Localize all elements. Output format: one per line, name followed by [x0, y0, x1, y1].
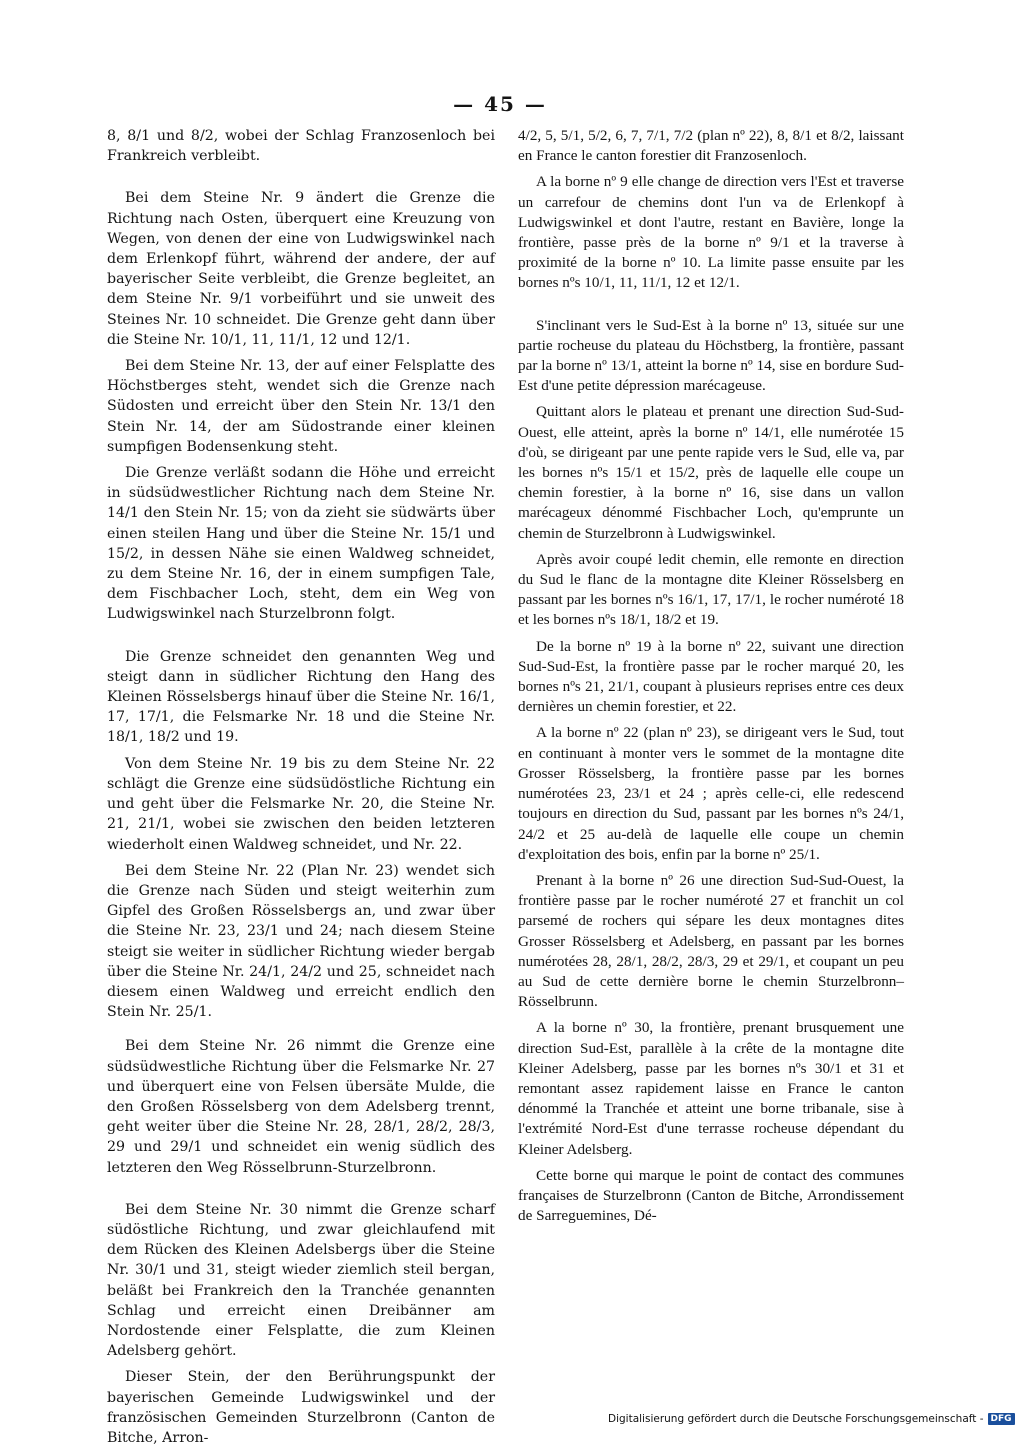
- german-paragraph: Dieser Stein, der den Berührungspunkt der bayerischen Gemeinde Ludwigswinkel und der französischen Gemeinden Sturzelbronn (Canton de Bitche, Arron-: [107, 1369, 495, 1446]
- german-paragraph: Bei dem Steine Nr. 22 (Plan Nr. 23) wendet sich die Grenze nach Süden und steigt weiterhin zum Gipfel des Großen Rösselsbergs an, und zwar über die Steine Nr. 23, 23/1 und 24; nach diesem Steine steigt sie weiter in südlicher Richtung wieder bergab über die Steine Nr. 24/1, 24/2 und 25, schneidet nach diesem einen Waldweg und erreicht endlich den Stein Nr. 25/1.: [107, 862, 495, 1021]
- german-paragraph: Die Grenze schneidet den genannten Weg und steigt dann in südlicher Richtung den Hang des Kleinen Rösselsbergs hinauf über die Steine Nr. 16/1, 17, 17/1, die Felsmarke Nr. 18 und die Steine Nr. 18/1, 18/2 und 19.: [107, 648, 495, 746]
- german-paragraph: Bei dem Steine Nr. 26 nimmt die Grenze eine südsüdwestliche Richtung über die Felsmarke Nr. 27 und überquert eine von Felsen übersäte Mulde, die den Großen Rösselsberg von dem Adelsberg trennt, geht weiter über die Steine Nr. 28, 28/1, 28/2, 28/3, 29 und 29/1 und schneidet ein wenig südlich des letzteren den Weg Rösselbrunn-Sturzelbronn.: [107, 1038, 495, 1176]
- french-column: [518, 126, 904, 1232]
- french-paragraph: A la borne nº 22 (plan nº 23), se dirigeant vers le Sud, tout en continuant à monter vers le sommet de la montagne dite Grosser Rösselsberg, la frontière passe par les bornes numérotées 23, 23/1 et 24 ; après celle-ci, elle redescend toujours en direction du Sud, passant par les bornes nºs 24/1, 24/2 et 25 au-delà de laquelle elle coupe un chemin d'exploitation des bois, enfin par la borne nº 25/1.: [518, 724, 904, 863]
- french-paragraph: S'inclinant vers le Sud-Est à la borne nº 13, située sur une partie rocheuse du plateau du Höchstberg, la frontière, passant par la borne nº 13/1, atteint la borne nº 14, sise en bordure Sud-Est d'une petite dépression marécageuse.: [518, 316, 904, 395]
- french-paragraph: Quittant alors le plateau et prenant une direction Sud-Sud-Ouest, elle atteint, après la borne nº 14/1, elle numérotée 15 d'où, se dirigeant par une pente rapide vers le Sud, elle va, par les bornes nºs 15/1 et 15/2, près de laquelle elle coupe un chemin forestier, à la borne nº 16, sise dans un vallon marécageux dénommé Fischbacher Loch, qu'emprunte un chemin de Sturzelbronn à Ludwigswinkel.: [518, 403, 904, 542]
- german-paragraph: Von dem Steine Nr. 19 bis zu dem Steine Nr. 22 schlägt die Grenze eine südsüdöstliche Richtung ein und geht über die Felsmarke Nr. 20, die Steine Nr. 21, 21/1, wobei sie zwischen den beiden letzteren wiederholt einen Waldweg schneidet, und Nr. 22.: [107, 755, 495, 853]
- page-number: — 45 —: [453, 92, 547, 116]
- digitization-footer: [608, 1413, 1015, 1425]
- french-paragraph: Prenant à la borne nº 26 une direction Sud-Sud-Ouest, la frontière passe par le rocher numéroté 27 et franchit un col parsemé de rochers qui sépare les deux montagnes dites Grosser Rösselsberg et Adelsberg, en passant par les bornes numérotées 28, 28/1, 28/2, 28/3, 29 et 29/1, et coupant un peu au Sud de cette dernière borne le chemin Sturzelbronn–Rösselbrunn.: [518, 871, 904, 1011]
- german-column: [107, 126, 495, 1454]
- french-paragraph: A la borne nº 30, la frontière, prenant brusquement une direction Sud-Est, parallèle à la crête de la montagne dite Kleiner Adelsberg, passe par les bornes nºs 30/1 et 31 et remontant assez rapidement laisse en France le canton dénommé la Tranchée et atteint une borne tribanale, sise à l'extrémité Nord-Est d'une terrasse rocheuse dépendant du Kleiner Adelsberg.: [518, 1019, 904, 1158]
- german-paragraph: Bei dem Steine Nr. 9 ändert die Grenze die Richtung nach Osten, überquert eine Kreuzung von Wegen, von denen der eine von Ludwigswinkel nach dem Erlenkopf führt, während der andere, der auf bayerischer Seite verbleibt, die Grenze begleitet, an dem Steine Nr. 9/1 vorbeiführt und sie unweit des Steines Nr. 10 schneidet. Die Grenze geht dann über die Steine Nr. 10/1, 11, 11/1, 12 und 12/1.: [107, 190, 495, 348]
- footer-text: Digitalisierung gefördert durch die Deutsche Forschungsgemeinschaft -: [608, 1413, 984, 1425]
- french-paragraph: 4/2, 5, 5/1, 5/2, 6, 7, 7/1, 7/2 (plan nº 22), 8, 8/1 et 8/2, laissant en France le canton forestier dit Franzosenloch.: [518, 127, 904, 165]
- french-paragraph: Après avoir coupé ledit chemin, elle remonte en direction du Sud le flanc de la montagne dite Kleiner Rösselsberg en passant par les bornes nºs 16/1, 17, 17/1, le rocher numéroté 18 et les bornes nºs 18/1, 18/2 et 19.: [518, 550, 904, 629]
- french-paragraph: Cette borne qui marque le point de contact des communes françaises de Sturzelbronn (Canton de Bitche, Arrondissement de Sarreguemines, Dé-: [518, 1166, 904, 1225]
- french-paragraph: De la borne nº 19 à la borne nº 22, suivant une direction Sud-Sud-Est, la frontière passe par le rocher marqué 20, les bornes nºs 21, 21/1, coupant à plusieurs reprises entre ces deux dernières un chemin forestier, et 22.: [518, 637, 904, 716]
- dfg-logo-icon: DFG: [988, 1413, 1015, 1425]
- french-paragraph: A la borne nº 9 elle change de direction vers l'Est et traverse un carrefour de chemins dont l'un va de Erlenkopf à Ludwigswinkel et dont l'autre, restant en Bavière, longe la frontière, passe près de la borne nº 9/1 et la traverse à proximité de la borne nº 10. La limite passe ensuite par les bornes nºs 10/1, 11, 11/1, 12 et 12/1.: [518, 173, 904, 292]
- german-paragraph: 8, 8/1 und 8/2, wobei der Schlag Franzosenloch bei Frankreich verbleibt.: [107, 128, 495, 165]
- german-paragraph: Die Grenze verläßt sodann die Höhe und erreicht in südsüdwestlicher Richtung nach dem Steine Nr. 14/1 den Stein Nr. 15; von da zieht sie südwärts über einen steilen Hang und über die Steine Nr. 15/1 und 15/2, in dessen Nähe sie einen Waldweg schneidet, zu dem Steine Nr. 16, der in einem sumpfigen Tale, dem Fischbacher Loch, steht, dem ein Weg von Ludwigswinkel nach Sturzelbronn folgt.: [107, 465, 495, 623]
- german-paragraph: Bei dem Steine Nr. 13, der auf einer Felsplatte des Höchstberges steht, wendet sich die Grenze nach Südosten und erreicht über den Stein Nr. 13/1 den Stein Nr. 14, der am Südostrande einer kleinen sumpfigen Bodensenkung steht.: [107, 358, 495, 455]
- german-paragraph: Bei dem Steine Nr. 30 nimmt die Grenze scharf südöstliche Richtung, und zwar gleichlaufend mit dem Rücken des Kleinen Adelsbergs über die Steine Nr. 30/1 und 31, steigt wieder ziemlich steil bergan, beläßt bei Frankreich den la Tranchée genannten Schlag und erreicht einen Dreibänner am Nordostende einer Felsplatte, die zum Kleinen Adelsberg gehört.: [107, 1201, 495, 1360]
